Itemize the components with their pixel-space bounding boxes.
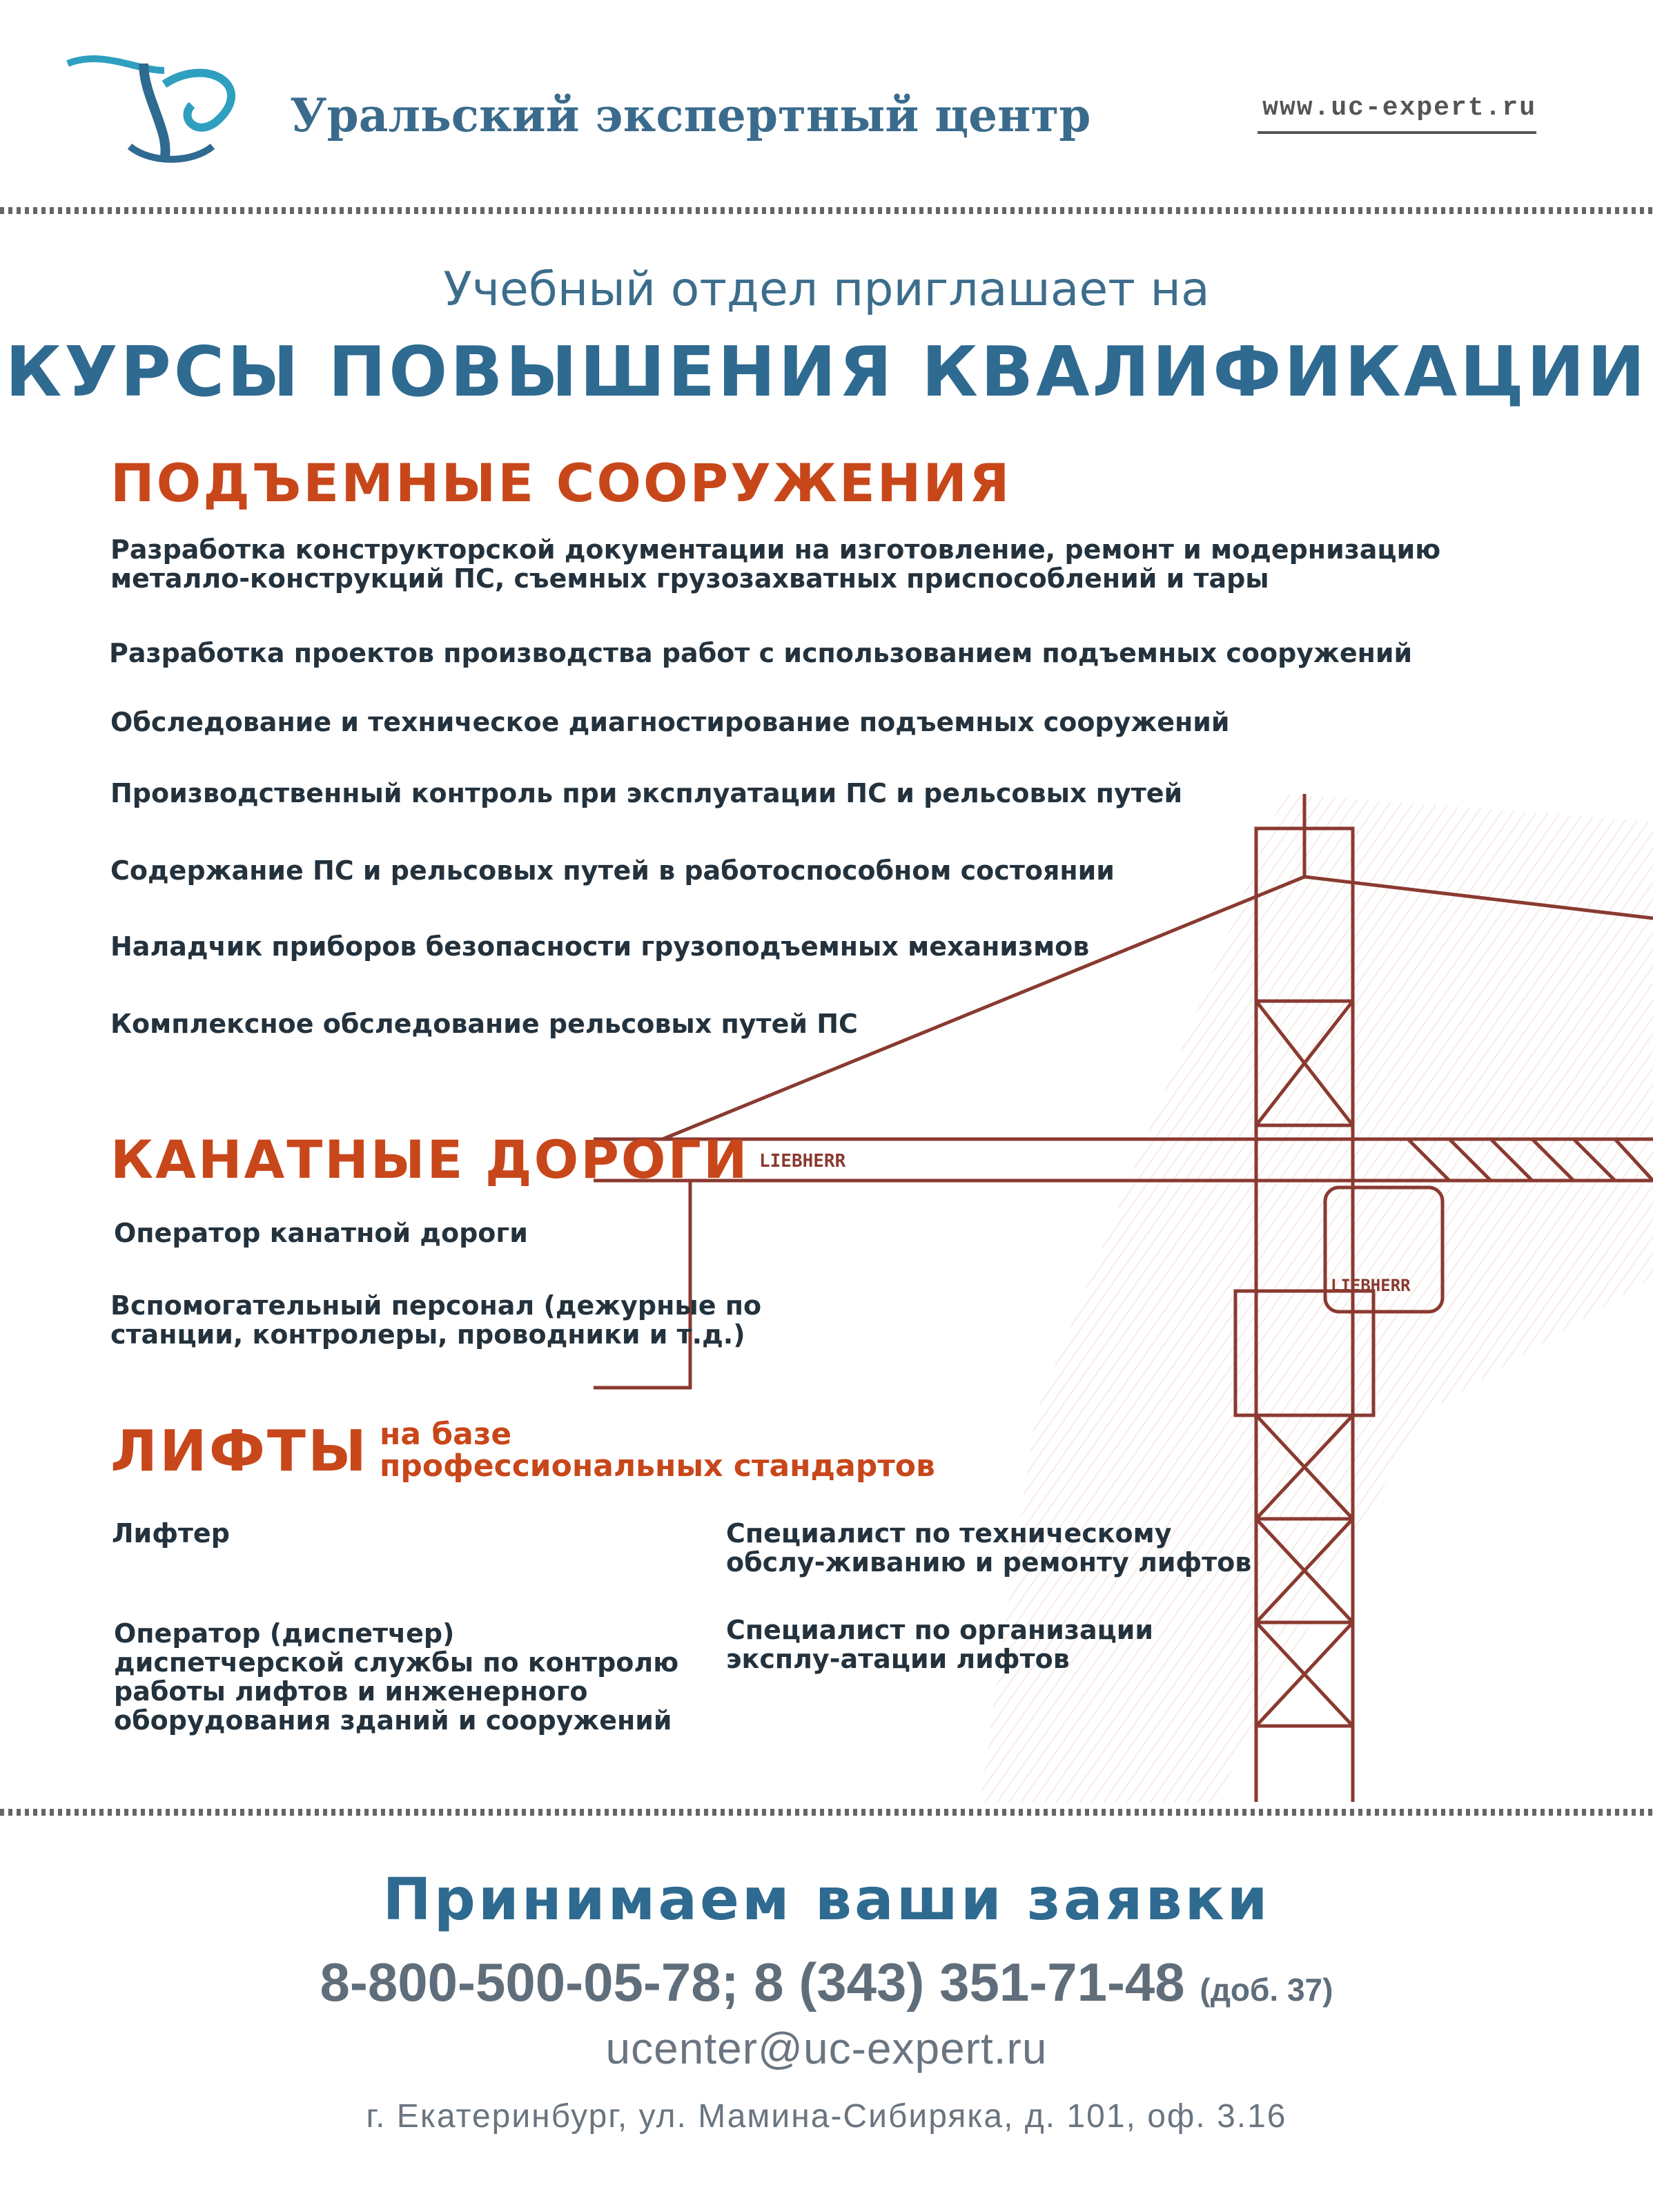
phone-numbers <box>0 1951 1653 2014</box>
contacts-title: Принимаем ваши заявки <box>382 1865 1271 1933</box>
section-title-lifts: ЛИФТЫ <box>110 1419 369 1484</box>
lifting-item: Наладчик приборов безопасности грузоподъемных механизмов <box>110 931 1090 962</box>
lifts-subtitle-line-2: профессиональных стандартов <box>380 1448 935 1484</box>
lifts-item: Специалист по техническому обслу-живанию и ремонту лифтов <box>726 1518 1252 1578</box>
lifts-item: Специалист по организации эксплу-атации лифтов <box>726 1615 1154 1674</box>
lifting-item: Комплексное обследование рельсовых путей ПС <box>110 1009 858 1039</box>
ropeways-item: Вспомогательный персонал (дежурные по станции, контролеры, проводники и т.д.) <box>110 1290 762 1350</box>
email-link[interactable]: ucenter@uc-expert.ru <box>605 2024 1048 2073</box>
crane-brand-mark: LIEBHERR <box>759 1151 846 1172</box>
lifts-subtitle-line-1: на базе <box>380 1417 512 1452</box>
lifting-item: Разработка проектов производства работ с использованием подъемных сооружений <box>109 638 1413 668</box>
address: г. Екатеринбург, ул. Мамина-Сибиряка, д. 101, оф. 3.16 <box>366 2098 1287 2135</box>
ropeways-item: Оператор канатной дороги <box>114 1218 528 1248</box>
site-url-link[interactable]: www.uc-expert.ru <box>1262 93 1536 123</box>
lifting-item: Разработка конструкторской документации на изготовление, ремонт и модернизацию металло-конструкций ПС, съемных грузозахватных приспособлений и тары <box>110 534 1441 594</box>
lifting-item: Производственный контроль при эксплуатации ПС и рельсовых путей <box>110 778 1183 808</box>
lifts-item: Лифтер <box>112 1518 230 1549</box>
cabin-brand-mark: LIEBHERR <box>1331 1276 1411 1295</box>
lifting-item: Обследование и техническое диагностирование подъемных сооружений <box>110 707 1230 737</box>
phone-numbers-text: 8-800-500-05-78; 8 (343) 351-71-48 <box>320 1952 1185 2012</box>
section-title-ropeways: КАНАТНЫЕ ДОРОГИ <box>110 1129 750 1190</box>
lifts-subtitle <box>380 1419 935 1482</box>
phone-extension: (доб. 37) <box>1200 1972 1333 2008</box>
hero-title: КУРСЫ ПОВЫШЕНИЯ КВАЛИФИКАЦИИ <box>5 331 1648 412</box>
hero-subtitle: Учебный отдел приглашает на <box>443 262 1210 317</box>
org-name: Уральский экспертный центр <box>290 88 1091 142</box>
dotted-divider-bottom <box>0 1805 1653 1819</box>
dotted-divider-top <box>0 204 1653 217</box>
site-url-underline <box>1258 131 1536 134</box>
lifting-item: Содержание ПС и рельсовых путей в работоспособном состоянии <box>110 855 1115 886</box>
section-title-lifting: ПОДЪЕМНЫЕ СООРУЖЕНИЯ <box>110 452 1012 514</box>
uec-logo-icon <box>61 43 254 167</box>
lifts-item: Оператор (диспетчер) диспетчерской службы по контролю работы лифтов и инженерного оборудования зданий и сооружений <box>114 1618 679 1736</box>
